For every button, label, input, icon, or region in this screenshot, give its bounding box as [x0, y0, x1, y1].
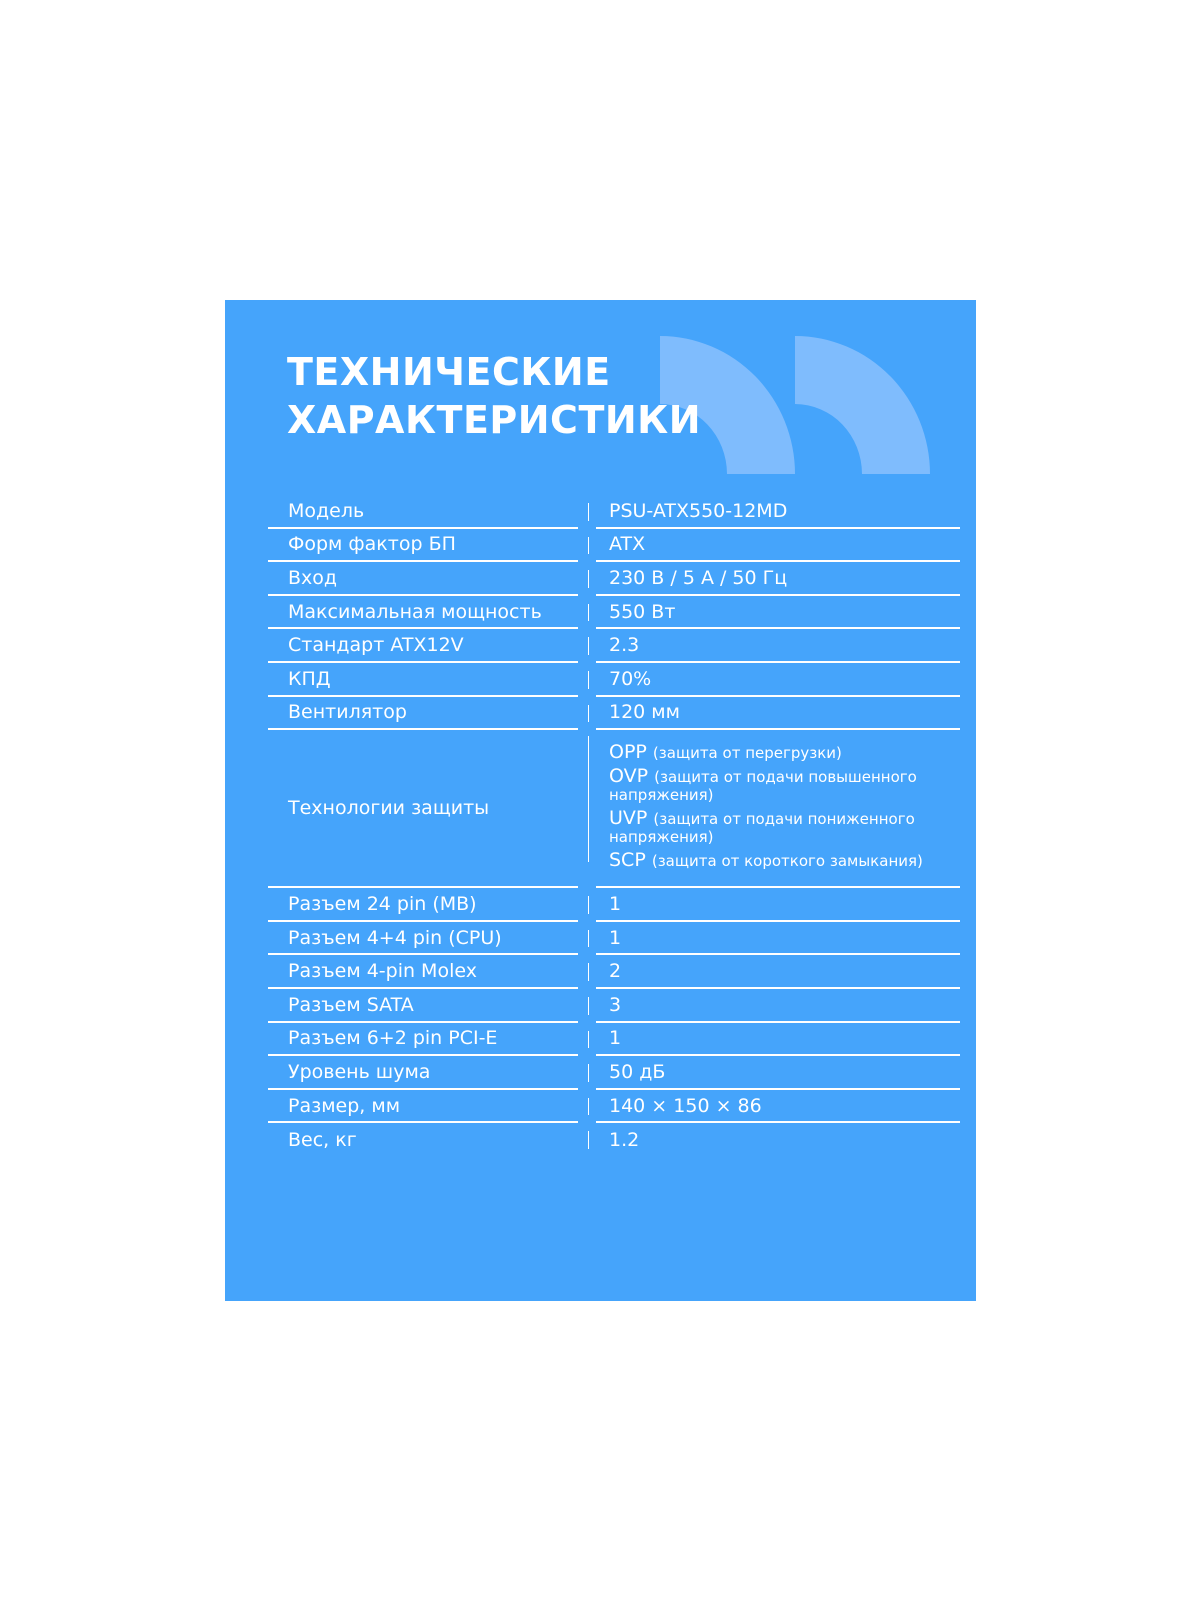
spec-row-size — [268, 1090, 960, 1124]
spec-value: 1 — [596, 922, 960, 956]
spec-row-form-factor — [268, 529, 960, 563]
protection-code: UVP — [609, 807, 648, 830]
spec-separator — [578, 730, 596, 888]
spec-key: Разъем 4-pin Molex — [268, 955, 578, 989]
spec-key: Вес, кг — [288, 1129, 357, 1152]
spec-separator — [578, 697, 596, 731]
spec-key: Модель — [268, 495, 578, 529]
spec-value: 1.2 — [609, 1129, 640, 1152]
spec-row-input — [268, 562, 960, 596]
protection-desc: (защита от короткого замыкания) — [651, 852, 923, 871]
spec-separator — [578, 562, 596, 596]
spec-separator — [578, 1023, 596, 1057]
spec-value: PSU-ATX550-12MD — [596, 495, 960, 529]
spec-value: 70% — [596, 663, 960, 697]
protection-code: SCP — [609, 849, 646, 872]
title-line-1: ТЕХНИЧЕСКИЕ — [287, 350, 611, 394]
spec-key: Разъем 24 pin (MB) — [268, 888, 578, 922]
spec-value: 3 — [596, 989, 960, 1023]
spec-key: Вход — [268, 562, 578, 596]
spec-row-efficiency — [268, 663, 960, 697]
spec-key: Стандарт ATX12V — [268, 629, 578, 663]
spec-separator — [578, 1090, 596, 1124]
spec-value: 2.3 — [596, 629, 960, 663]
spec-value: 550 Вт — [596, 596, 960, 630]
spec-value: 1 — [596, 1023, 960, 1057]
spec-row-protection — [268, 730, 960, 888]
spec-value: 2 — [596, 955, 960, 989]
spec-row-model — [268, 495, 960, 529]
protection-code: OVP — [609, 765, 649, 788]
spec-key: Уровень шума — [268, 1056, 578, 1090]
page-title — [287, 348, 701, 444]
spec-separator — [578, 1056, 596, 1090]
spec-separator — [578, 1123, 596, 1157]
spec-key: Разъем 4+4 pin (CPU) — [268, 922, 578, 956]
spec-key: Максимальная мощность — [268, 596, 578, 630]
spec-row-cpu — [268, 922, 960, 956]
spec-key: КПД — [268, 663, 578, 697]
spec-card — [225, 300, 976, 1301]
spec-separator — [578, 989, 596, 1023]
protection-item — [609, 807, 960, 847]
spec-separator — [578, 663, 596, 697]
protection-item — [609, 741, 842, 764]
spec-separator — [578, 495, 596, 529]
spec-row-weight — [268, 1123, 960, 1157]
spec-separator — [578, 888, 596, 922]
spec-separator — [578, 629, 596, 663]
spec-row-standard — [268, 629, 960, 663]
spec-row-max-power — [268, 596, 960, 630]
protection-desc: (защита от перегрузки) — [652, 744, 842, 763]
protection-desc: (защита от подачи повышенного напряжения) — [609, 768, 917, 805]
spec-value: 120 мм — [596, 697, 960, 731]
spec-row-sata — [268, 989, 960, 1023]
spec-key: Разъем SATA — [268, 989, 578, 1023]
spec-row-fan — [268, 697, 960, 731]
spec-key: Вентилятор — [268, 697, 578, 731]
spec-separator — [578, 596, 596, 630]
spec-row-noise — [268, 1056, 960, 1090]
protection-list — [596, 730, 960, 888]
spec-key: Размер, мм — [268, 1090, 578, 1124]
spec-value: 230 В / 5 А / 50 Гц — [596, 562, 960, 596]
spec-key: Технологии защиты — [268, 730, 578, 888]
spec-value: 1 — [596, 888, 960, 922]
protection-code: OPP — [609, 741, 647, 764]
spec-value: 50 дБ — [596, 1056, 960, 1090]
specs-table — [268, 495, 960, 1157]
spec-row-pcie — [268, 1023, 960, 1057]
spec-separator — [578, 922, 596, 956]
spec-key: Разъем 6+2 pin PCI-E — [268, 1023, 578, 1057]
protection-item — [609, 765, 960, 805]
spec-separator — [578, 955, 596, 989]
spec-separator — [578, 529, 596, 563]
spec-row-molex — [268, 955, 960, 989]
spec-value: 140 × 150 × 86 — [596, 1090, 960, 1124]
spec-value: ATX — [596, 529, 960, 563]
protection-item — [609, 849, 923, 872]
spec-row-24pin — [268, 888, 960, 922]
protection-desc: (защита от подачи пониженного напряжения) — [609, 810, 915, 847]
spec-key: Форм фактор БП — [268, 529, 578, 563]
title-line-2: ХАРАКТЕРИСТИКИ — [287, 398, 702, 442]
